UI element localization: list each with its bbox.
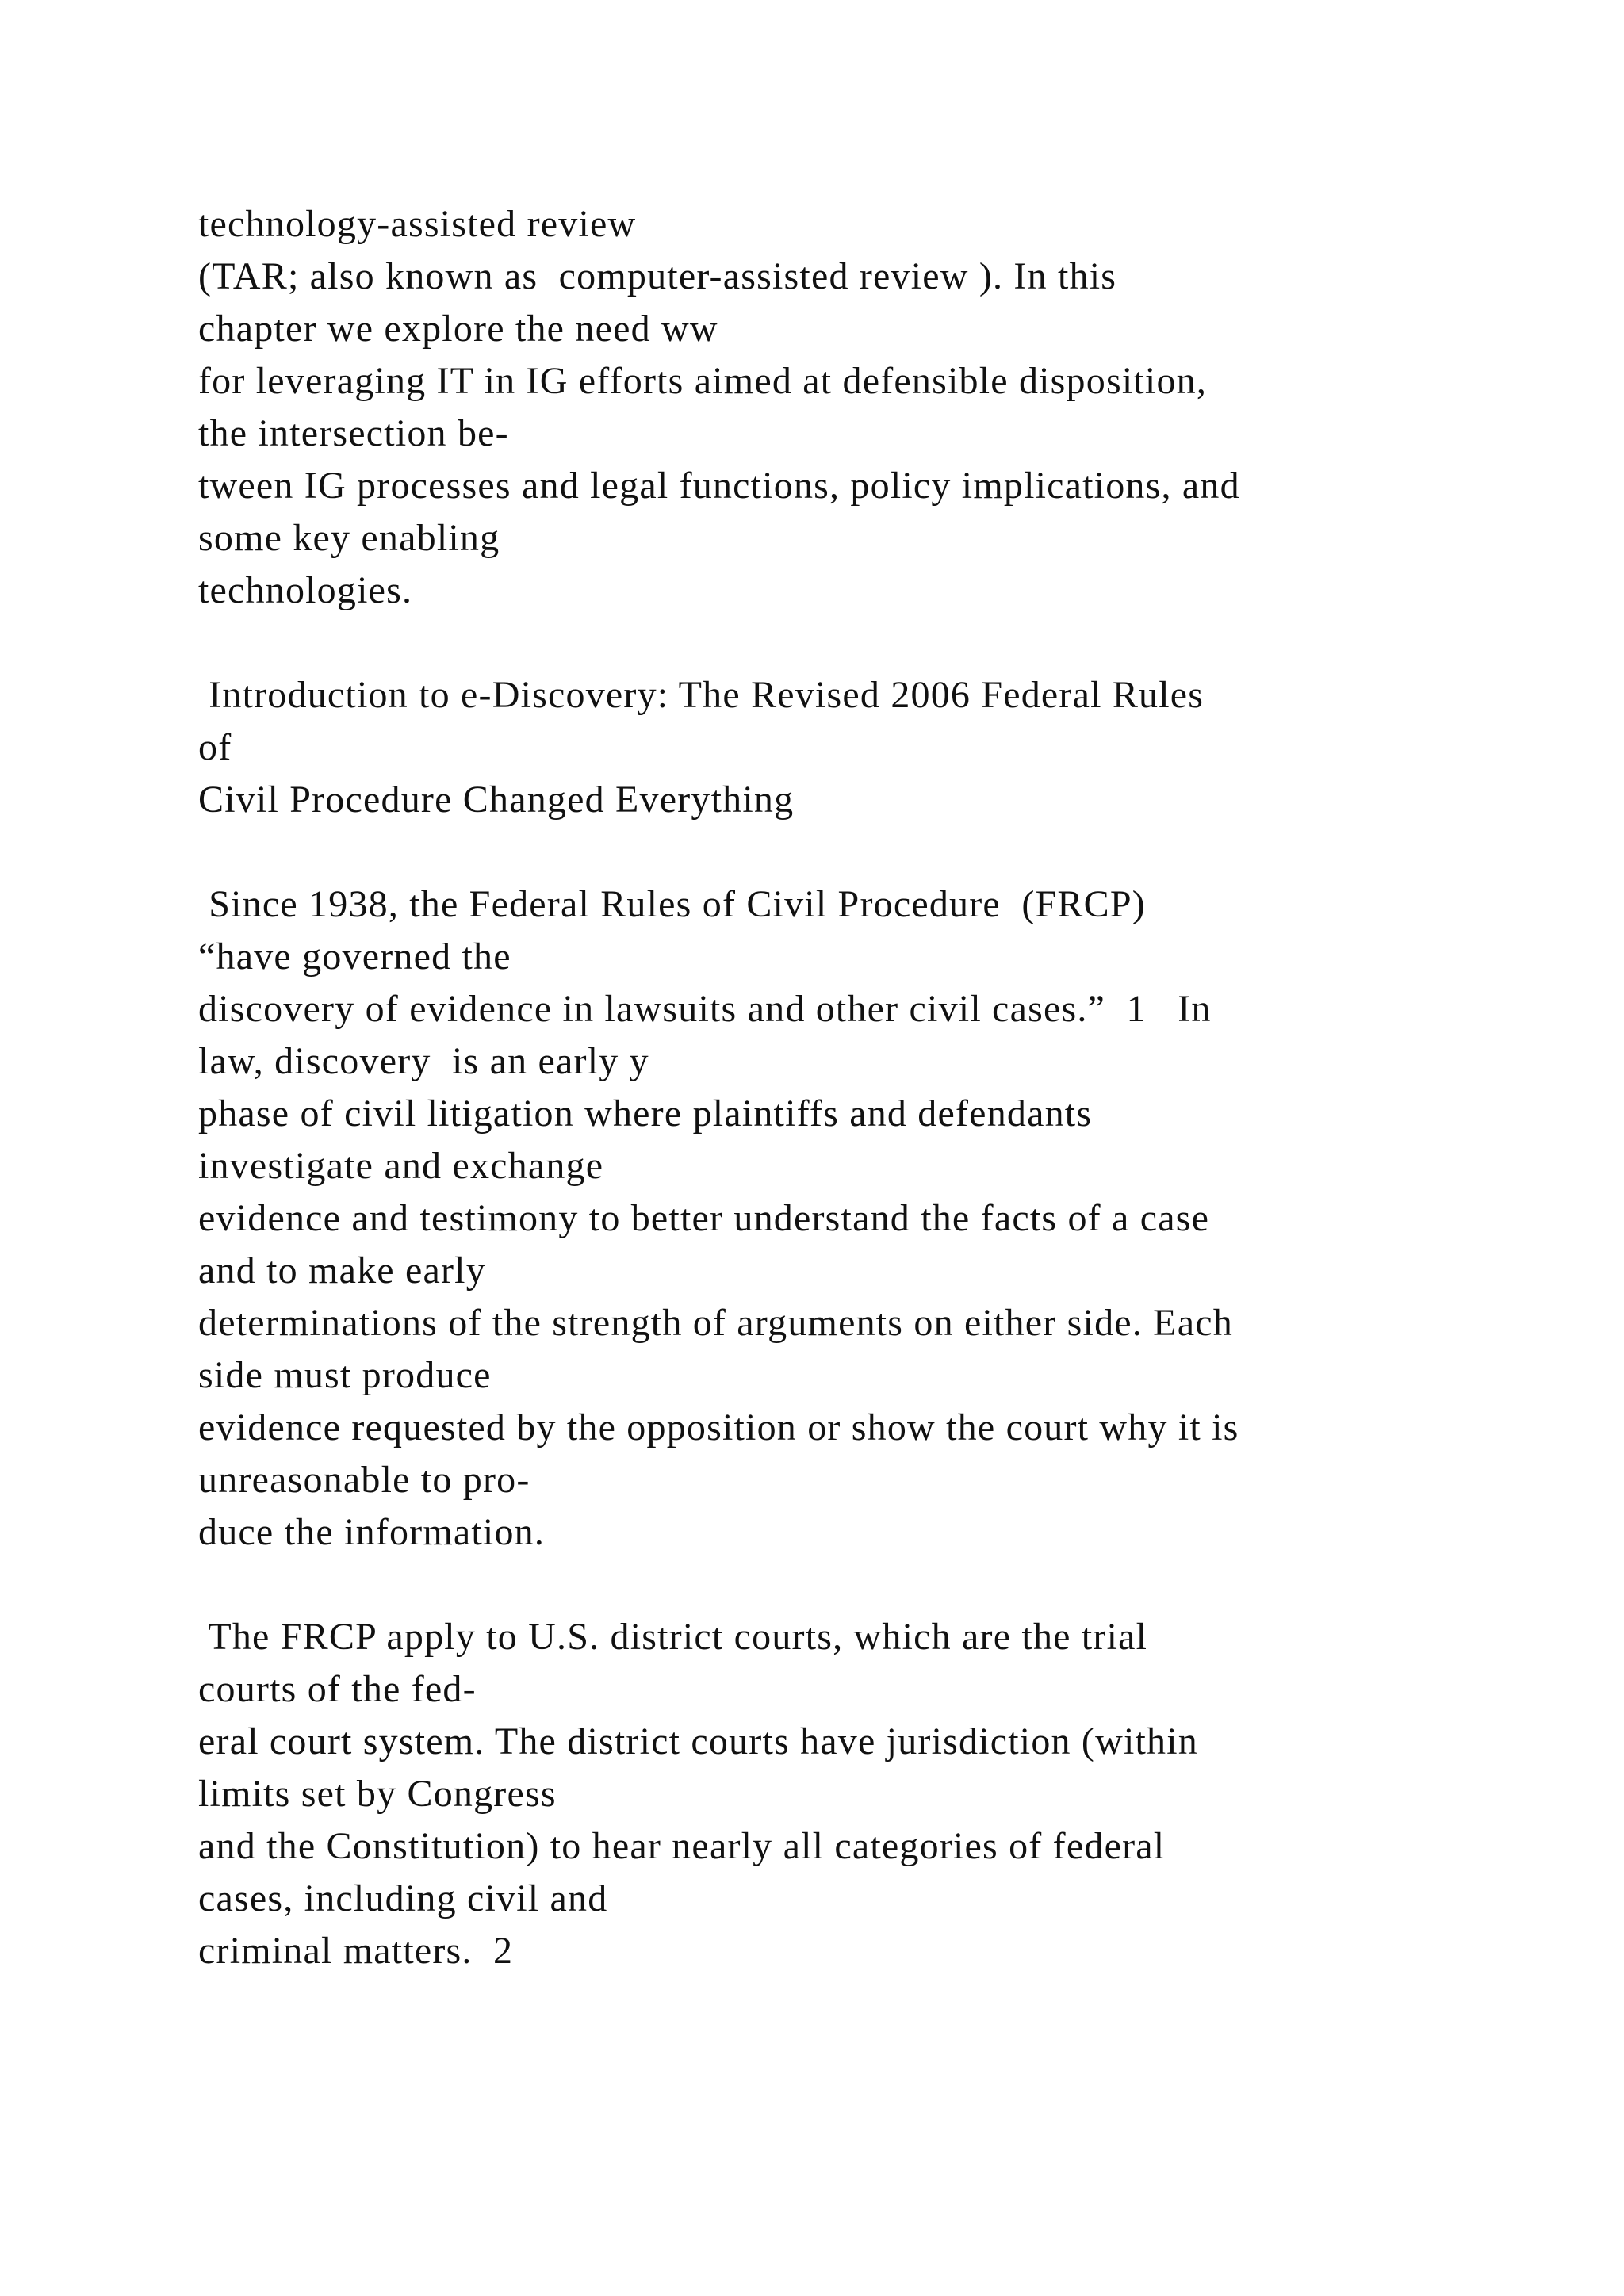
text-line: tween IG processes and legal functions, policy implications, and <box>198 465 1240 507</box>
text-line: duce the information. <box>198 1511 546 1553</box>
text-line: some key enabling <box>198 517 500 559</box>
text-line: evidence requested by the opposition or show the court why it is <box>198 1406 1239 1448</box>
text-line: investigate and exchange <box>198 1145 604 1187</box>
text-line: unreasonable to pro- <box>198 1459 530 1501</box>
section-heading-line: Introduction to e-Discovery: The Revised 2006 Federal Rules <box>198 674 1205 716</box>
text-line: for leveraging IT in IG efforts aimed at defensible disposition, <box>198 360 1208 402</box>
text-line: (TAR; also known as computer-assisted review ). In this <box>198 255 1117 297</box>
text-line: and to make early <box>198 1249 486 1292</box>
text-line: The FRCP apply to U.S. district courts, which are the trial <box>198 1616 1148 1658</box>
text-line: cases, including civil and <box>198 1877 608 1919</box>
document-body <box>198 198 1546 1977</box>
text-line: eral court system. The district courts have jurisdiction (within <box>198 1720 1198 1762</box>
blank-line <box>198 617 1546 669</box>
text-line: chapter we explore the need ww <box>198 308 718 350</box>
text-line: courts of the fed- <box>198 1668 477 1710</box>
text-line: “have governed the <box>198 936 511 978</box>
text-line: evidence and testimony to better understand the facts of a case <box>198 1197 1210 1239</box>
text-line: Since 1938, the Federal Rules of Civil Procedure (FRCP) <box>198 883 1146 925</box>
text-line: discovery of evidence in lawsuits and other civil cases.” 1 In <box>198 988 1212 1030</box>
text-line: limits set by Congress <box>198 1773 557 1815</box>
section-heading-line: of <box>198 726 232 768</box>
text-line: determinations of the strength of arguments on either side. Each <box>198 1302 1233 1344</box>
blank-line <box>198 1559 1546 1611</box>
blank-line <box>198 826 1546 878</box>
text-line: side must produce <box>198 1354 492 1396</box>
text-line: law, discovery is an early y <box>198 1040 649 1082</box>
text-line: criminal matters. 2 <box>198 1930 514 1972</box>
text-line: technology-assisted review <box>198 203 637 245</box>
text-line: and the Constitution) to hear nearly all categories of federal <box>198 1825 1166 1867</box>
text-line: technologies. <box>198 569 413 611</box>
text-line: the intersection be- <box>198 412 509 454</box>
text-line: phase of civil litigation where plaintiffs and defendants <box>198 1093 1093 1135</box>
section-heading-line: Civil Procedure Changed Everything <box>198 779 795 821</box>
